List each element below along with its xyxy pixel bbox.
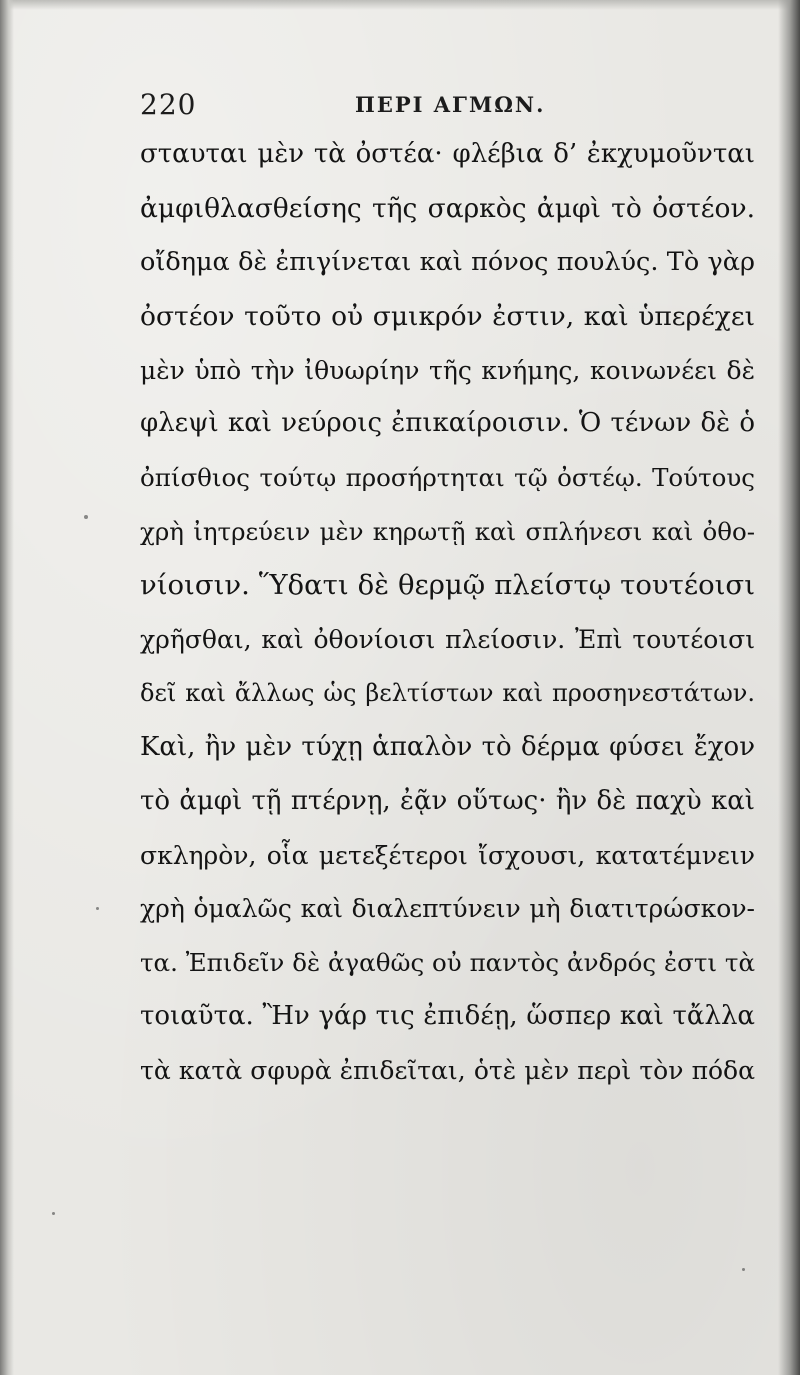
paper-speck (84, 515, 88, 519)
page-top-shadow (0, 0, 800, 10)
text-line: δεῖ καὶ ἄλλως ὡς βελτίστων καὶ προσηνεστάτων. (140, 678, 755, 707)
text-line: Καὶ, ἢν μὲν τύχῃ ἁπαλὸν τὸ δέρμα φύσει ἔχον (140, 731, 755, 762)
text-line: τοιαῦτα. Ἢν γάρ τις ἐπιδέῃ, ὥσπερ καὶ τἄλλα (140, 1001, 755, 1032)
text-line: τα. Ἐπιδεῖν δὲ ἀγαθῶς οὐ παντὸς ἀνδρός ἐστι τὰ (140, 948, 755, 978)
text-line: φλεψὶ καὶ νεύροις ἐπικαίροισιν. Ὁ τένων δὲ ὁ (140, 408, 755, 439)
body-text (140, 128, 755, 1098)
text-line: τὰ κατὰ σφυρὰ ἐπιδεῖται, ὁτὲ μὲν περὶ τὸν πόδα (140, 1056, 755, 1086)
running-title: ΠΕΡΙ ΑΓΜΩΝ. (355, 92, 546, 117)
running-head (140, 88, 750, 122)
text-line: χρῆσθαι, καὶ ὀθονίοισι πλείοσιν. Ἐπὶ τουτέοισι (140, 625, 755, 655)
text-line: σκληρὸν, οἷα μετεξέτεροι ἴσχουσι, κατατέμνειν (140, 840, 755, 870)
paper-speck (52, 1212, 55, 1215)
text-line: νίοισιν. Ὕδατι δὲ θερμῷ πλείστῳ τουτέοισι (140, 569, 755, 602)
text-line: ὀστέον τοῦτο οὐ σμικρόν ἐστιν, καὶ ὑπερέχει (140, 300, 755, 332)
text-line: ὀπίσθιος τούτῳ προσήρτηται τῷ ὀστέῳ. Τούτους (140, 463, 755, 493)
text-line: μὲν ὑπὸ τὴν ἰθυωρίην τῆς κνήμης, κοινωνέει δὲ (140, 355, 755, 385)
text-line: χρὴ ἰητρεύειν μὲν κηρωτῇ καὶ σπλήνεσι καὶ ὀθο- (140, 517, 755, 547)
text-line: σταυται μὲν τὰ ὀστέα· φλέβια δ’ ἐκχυμοῦνται (140, 139, 755, 169)
paper-speck (96, 907, 99, 910)
page-number: 220 (140, 88, 197, 121)
text-line: τὸ ἀμφὶ τῇ πτέρνῃ, ἐᾷν οὕτως· ἢν δὲ παχὺ καὶ (140, 785, 755, 816)
text-line: οἴδημα δὲ ἐπιγίνεται καὶ πόνος πουλύς. Τὸ γὰρ (140, 246, 755, 277)
page-left-edge (0, 0, 14, 1375)
text-line: χρὴ ὁμαλῶς καὶ διαλεπτύνειν μὴ διατιτρώσκον- (140, 894, 755, 924)
text-line: ἀμφιθλασθείσης τῆς σαρκὸς ἀμφὶ τὸ ὀστέον. (140, 192, 755, 224)
paper-speck (742, 1268, 745, 1271)
page-right-edge (778, 0, 800, 1375)
